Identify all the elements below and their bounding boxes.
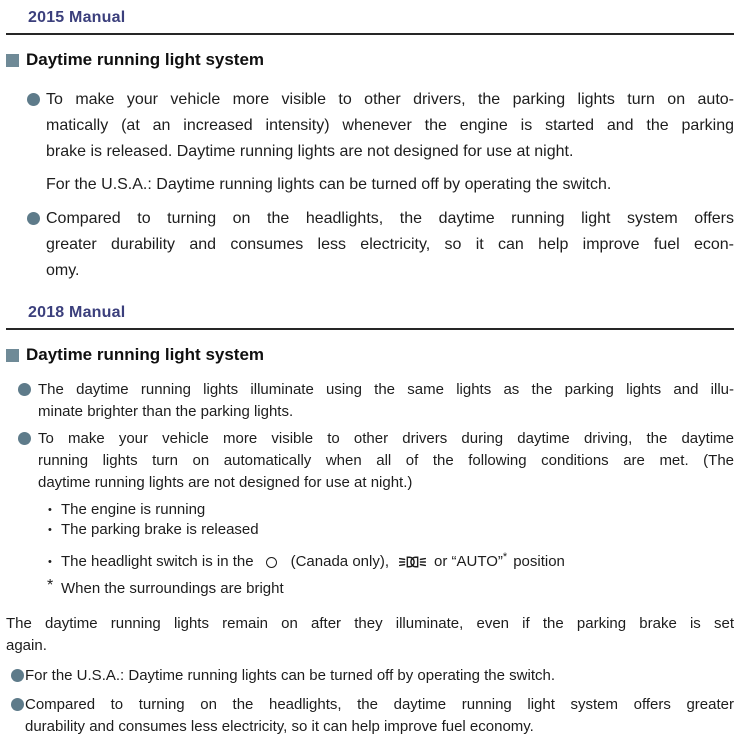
circle-bullet-icon [11,698,24,711]
bullet-paragraph [6,87,734,165]
text-line: When the surroundings are bright [61,580,284,597]
text-line: running lights turn on automatically when all of the following conditions are met. (The [38,452,734,469]
text-line: For the U.S.A.: Daytime running lights can be turned off by operating the switch. [46,176,612,193]
bullet-paragraph [6,428,734,494]
text-line: The parking brake is released [61,521,259,538]
condition-text-canada: (Canada only), [290,553,389,570]
circle-bullet-icon [11,669,24,682]
text-line: durability and consumes less electricity, so it can help improve fuel economy. [25,718,534,735]
bullet-paragraph [6,379,734,423]
plain-paragraph [6,613,734,657]
manual-label-2015: 2015 Manual [28,9,126,26]
square-bullet-icon [6,54,19,67]
bullet-paragraph [6,665,734,687]
circle-bullet-icon [18,383,31,396]
section-heading-text: Daytime running light system [26,50,265,69]
text-line: For the U.S.A.: Daytime running lights can be turned off by operating the switch. [25,667,556,684]
text-line: matically (at an increased intensity) whenever the engine is started and the parking [46,117,734,134]
footnote-item [6,578,734,600]
usa-note-paragraph [6,172,734,198]
section-2018-manual [6,303,734,738]
text-line: Compared to turning on the headlights, the daytime running light system offers [46,210,734,227]
circle-bullet-icon [27,212,40,225]
small-dot-bullet-icon: • [48,504,52,516]
text-line: greater durability and consumes less electricity, so it can help improve fuel econ- [46,236,734,253]
condition-item [6,500,734,520]
circle-bullet-icon [27,93,40,106]
conditions-list [6,500,734,600]
square-bullet-icon [6,349,19,362]
section-heading-2015 [6,49,734,71]
text-line: Compared to turning on the headlights, the daytime running light system offers greater [25,696,734,713]
text-line: The daytime running lights remain on after they illuminate, even if the parking brake is set [6,615,734,632]
manual-label-2018: 2018 Manual [28,304,126,321]
footnote-asterisk-marker: * [47,577,54,594]
section-divider-rule [6,328,734,330]
text-line: The engine is running [61,501,206,518]
text-line: omy. [46,262,80,279]
circle-bullet-icon [18,432,31,445]
condition-item-headlight-switch [6,552,734,572]
text-line: To make your vehicle more visible to other drivers during daytime driving, the daytime [38,430,734,447]
text-line: brake is released. Daytime running lights are not designed for use at night. [46,143,574,160]
text-line: To make your vehicle more visible to other drivers, the parking lights turn on auto- [46,91,734,108]
condition-text-or-auto: or “AUTO” [434,553,503,570]
condition-item [6,520,734,540]
section-divider-rule [6,33,734,35]
text-line: again. [6,637,47,654]
small-dot-bullet-icon: • [48,556,52,568]
text-line: daytime running lights are not designed for use at night.) [38,474,413,491]
circle-outline-position-symbol-icon [266,557,277,568]
condition-text-pre: The headlight switch is in the [61,553,254,570]
bullet-paragraph [6,694,734,738]
section-heading-2018 [6,344,734,366]
bullet-paragraph [6,206,734,284]
text-line: The headlight switch is in the (Canada only), or “AUTO” * position [61,551,565,570]
condition-text-post: position [513,553,565,570]
text-line: The daytime running lights illuminate using the same lights as the parking lights and illu- [38,381,734,398]
parking-lights-symbol-icon [399,555,426,569]
text-line: minate brighter than the parking lights. [38,403,294,420]
section-2015-manual [6,8,734,284]
small-dot-bullet-icon: • [48,524,52,536]
section-heading-text: Daytime running light system [26,345,265,364]
